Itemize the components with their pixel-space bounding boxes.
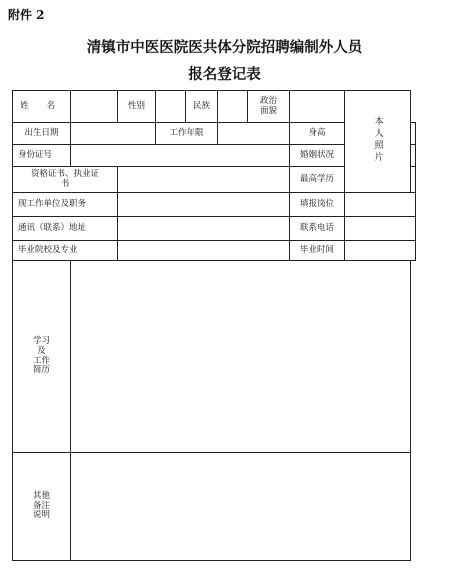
ethnicity-field[interactable] <box>218 91 248 123</box>
current-employer-field[interactable] <box>118 193 290 217</box>
school-major-label: 毕业院校及专业 <box>13 241 118 261</box>
attachment-label: 附件 2 <box>8 8 45 22</box>
name-label: 姓 名 <box>13 91 71 123</box>
marital-status-field[interactable] <box>411 145 416 167</box>
applied-position-label: 填报岗位 <box>290 193 345 217</box>
address-label: 通讯（联系）地址 <box>13 217 118 241</box>
photo-box[interactable] <box>345 91 411 193</box>
work-years-label: 工作年限 <box>156 123 218 145</box>
gender-field[interactable] <box>156 91 186 123</box>
graduation-date-label: 毕业时间 <box>290 241 345 261</box>
political-status-label: 政治 面貌 <box>248 91 290 123</box>
school-major-field[interactable] <box>118 241 290 261</box>
marital-status-label: 婚姻状况 <box>290 145 345 167</box>
graduation-date-field[interactable] <box>345 241 416 261</box>
registration-form-table <box>12 90 416 561</box>
work-years-field[interactable] <box>218 123 290 145</box>
certificate-field[interactable] <box>118 167 290 193</box>
highest-education-field[interactable] <box>411 167 416 193</box>
height-label: 身高 <box>290 123 345 145</box>
remarks-field[interactable] <box>71 453 411 561</box>
phone-field[interactable] <box>345 217 416 241</box>
remarks-label: 其他 备注 说明 <box>13 453 71 561</box>
phone-label: 联系电话 <box>290 217 345 241</box>
applied-position-field[interactable] <box>345 193 416 217</box>
resume-field[interactable] <box>71 261 411 453</box>
highest-education-label: 最高学历 <box>290 167 345 193</box>
form-title: 清镇市中医医院医共体分院招聘编制外人员 <box>86 39 363 56</box>
certificate-label: 资格证书、执业证 书 <box>13 167 118 193</box>
gender-label: 性别 <box>118 91 156 123</box>
name-field[interactable] <box>71 91 118 123</box>
id-number-field[interactable] <box>71 145 290 167</box>
photo-label: 本人照片 <box>372 115 383 164</box>
form-subtitle: 报名登记表 <box>188 66 261 83</box>
birth-date-field[interactable] <box>71 123 156 145</box>
resume-label: 学习 及 工作 简历 <box>13 261 71 453</box>
ethnicity-label: 民族 <box>186 91 218 123</box>
political-status-field[interactable] <box>290 91 345 123</box>
height-field[interactable] <box>411 123 416 145</box>
address-field[interactable] <box>118 217 290 241</box>
birth-date-label: 出生日期 <box>13 123 71 145</box>
id-number-label: 身份证号 <box>13 145 71 167</box>
current-employer-label: 现工作单位及职务 <box>13 193 118 217</box>
